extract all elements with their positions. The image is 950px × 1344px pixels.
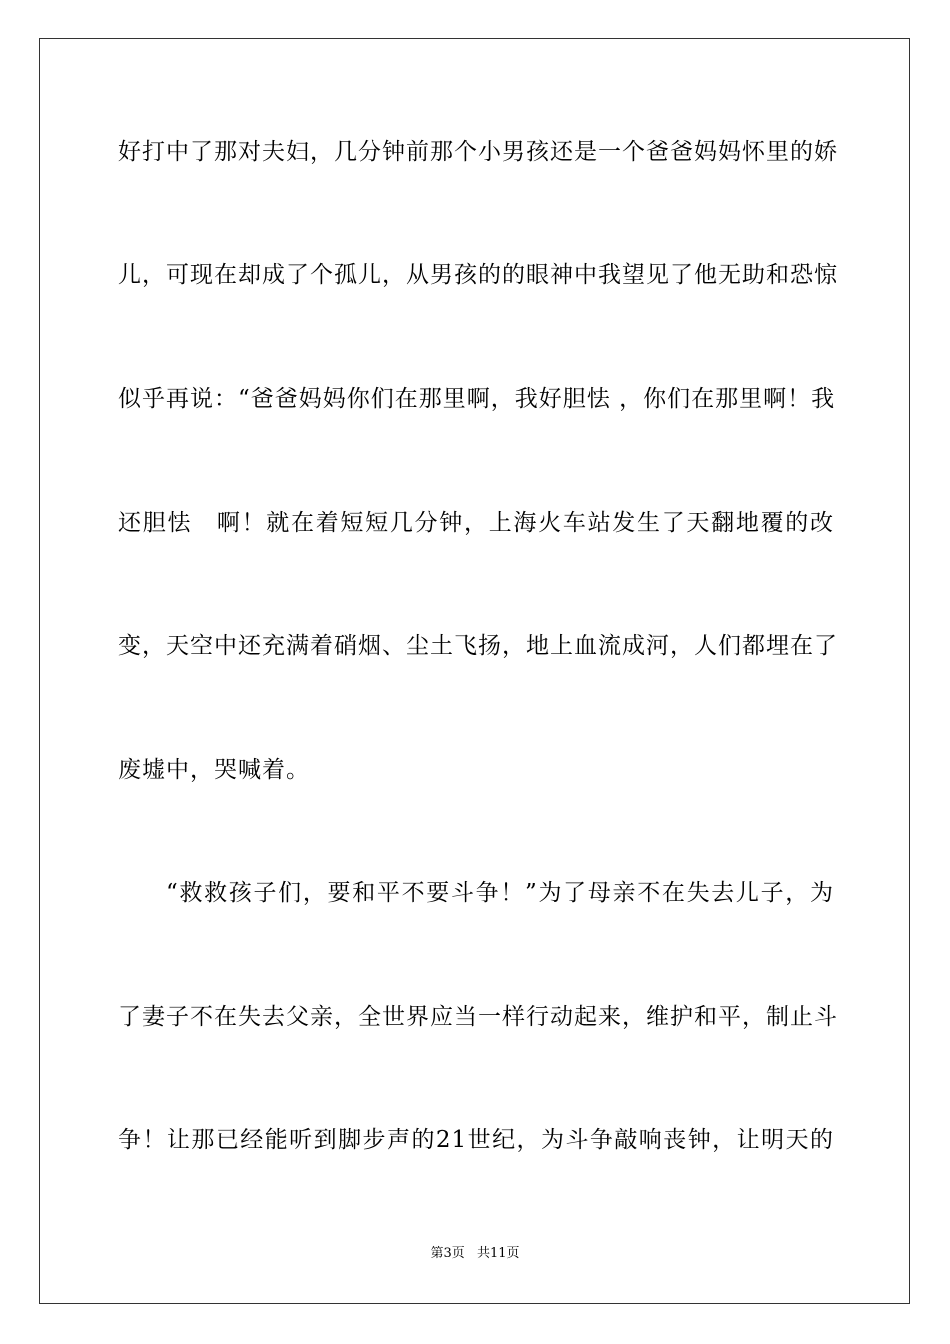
text-line-9: 争！让那已经能听到脚步声的21世纪，为斗争敲响丧钟，让明天的 xyxy=(118,1127,834,1153)
page-border xyxy=(39,38,910,1304)
text-line-5: 变，天空中还充满着硝烟、尘土飞扬，地上血流成河，人们都埋在了 xyxy=(118,633,838,659)
text-line-6: 废墟中，哭喊着。 xyxy=(118,757,310,783)
text-line-2: 儿，可现在却成了个孤儿，从男孩的的眼神中我望见了他无助和恐惊 xyxy=(118,262,838,288)
text-line-1: 好打中了那对夫妇，几分钟前那个小男孩还是一个爸爸妈妈怀里的娇 xyxy=(118,139,838,165)
page-total: 共11页 xyxy=(476,1246,520,1261)
text-line-3: 似乎再说：“爸爸妈妈你们在那里啊，我好胆怯 ，你们在那里啊！我 xyxy=(118,386,836,412)
text-line-4: 还胆怯 啊！就在着短短几分钟，上海火车站发生了天翻地覆的改 xyxy=(118,510,834,536)
page-footer xyxy=(0,1245,950,1263)
page-number: 第3页 xyxy=(430,1246,465,1261)
text-line-8: 了妻子不在失去父亲，全世界应当一样行动起来，维护和平，制止斗 xyxy=(118,1004,838,1030)
text-line-7: “救救孩子们，要和平不要斗争！”为了母亲不在失去儿子，为 xyxy=(166,880,834,906)
